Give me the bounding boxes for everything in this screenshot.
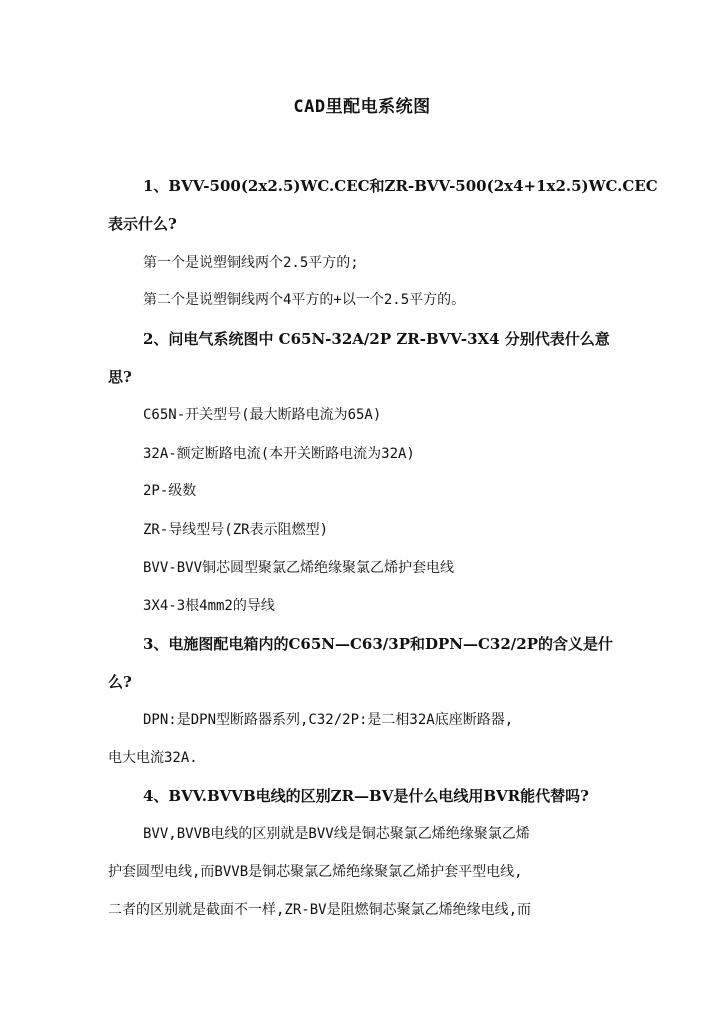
answer-2-line-3: 2P-级数 — [143, 483, 197, 499]
answer-2-line-6: 3X4-3根4mm2的导线 — [143, 598, 275, 614]
answer-4-line-2: 护套圆型电线,而BVVB是铜芯聚氯乙烯绝缘聚氯乙烯护套平型电线, — [108, 864, 523, 880]
document-title: CAD里配电系统图 — [293, 97, 431, 117]
answer-4-line-3: 二者的区别就是截面不一样,ZR-BV是阻燃铜芯聚氯乙烯绝缘电线,而 — [108, 902, 531, 918]
question-2-line-2: 思? — [108, 368, 132, 386]
answer-2-line-2: 32A-额定断路电流(本开关断路电流为32A) — [143, 446, 415, 462]
answer-1-line-2: 第二个是说塑铜线两个4平方的+以一个2.5平方的。 — [143, 292, 466, 308]
question-1-line-1: 1、BVV-500(2x2.5)WC.CEC和ZR-BVV-500(2x4+1x2.5)WC.CEC — [143, 177, 658, 195]
question-1-line-2: 表示什么? — [108, 215, 177, 233]
answer-3-line-1: DPN:是DPN型断路器系列,C32/2P:是二相32A底座断路器, — [143, 712, 514, 728]
answer-2-line-1: C65N-开关型号(最大断路电流为65A) — [143, 407, 382, 423]
question-2-line-1: 2、问电气系统图中 C65N-32A/2P ZR-BVV-3X4 分别代表什么意 — [143, 330, 610, 348]
answer-1-line-1: 第一个是说塑铜线两个2.5平方的; — [143, 255, 359, 271]
answer-3-line-2: 电大电流32A. — [108, 750, 198, 766]
question-4-line-1: 4、BVV.BVVB电线的区别ZR—BV是什么电线用BVR能代替吗? — [143, 787, 589, 805]
answer-4-line-1: BVV,BVVB电线的区别就是BVV线是铜芯聚氯乙烯绝缘聚氯乙烯 — [143, 826, 530, 842]
answer-2-line-5: BVV-BVV铜芯圆型聚氯乙烯绝缘聚氯乙烯护套电线 — [143, 560, 454, 576]
question-3-line-1: 3、电施图配电箱内的C65N—C63/3P和DPN—C32/2P的含义是什 — [143, 635, 613, 653]
question-3-line-2: 么? — [108, 673, 132, 691]
answer-2-line-4: ZR-导线型号(ZR表示阻燃型) — [143, 522, 329, 538]
